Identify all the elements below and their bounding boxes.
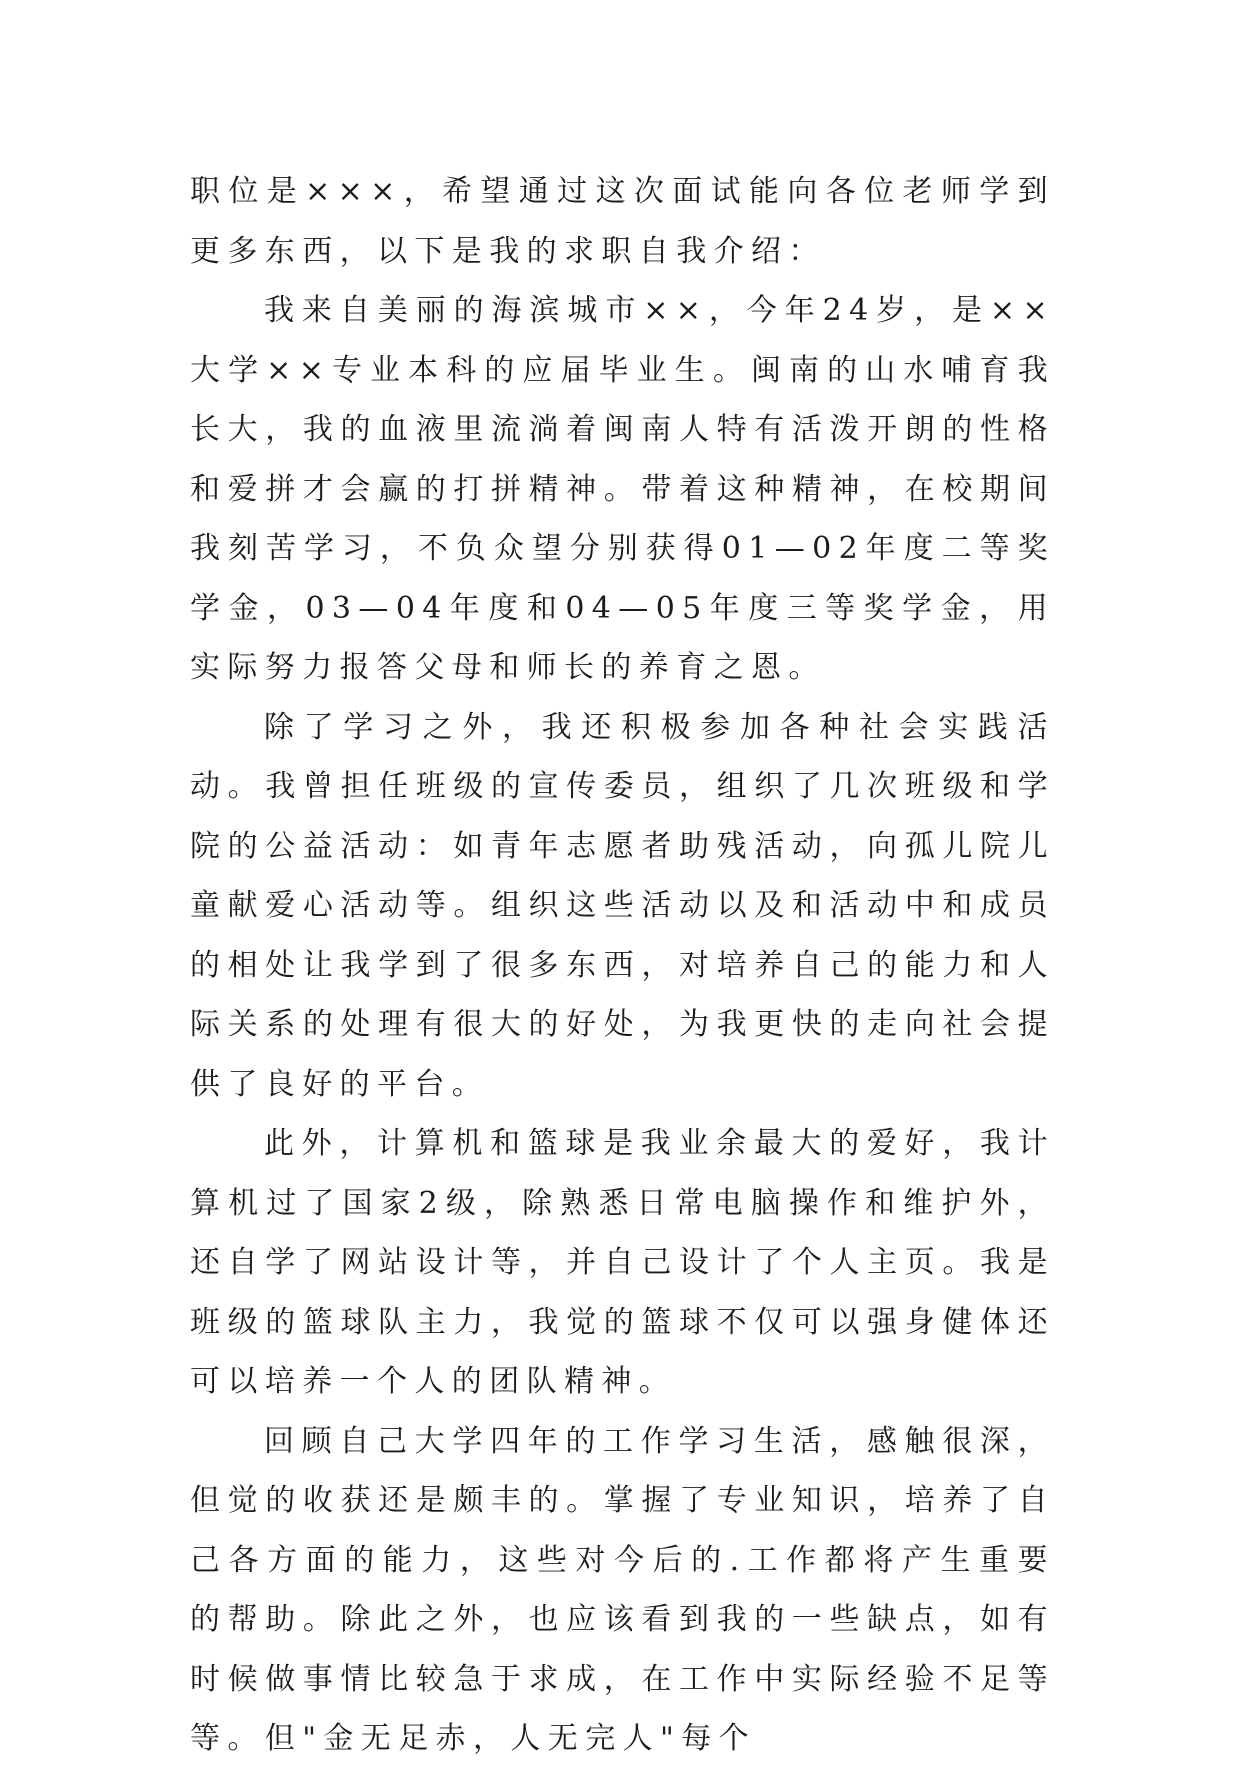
- paragraph-intro: 职位是×××，希望通过这次面试能向各位老师学到更多东西，以下是我的求职自我介绍：: [190, 174, 1056, 269]
- paragraph-reflection: 回顾自己大学四年的工作学习生活，感触很深，但觉的收获还是颇丰的。掌握了专业知识，培养了自己各方面的能力，这些对今后的.工作都将产生重要的帮助。除此之外，也应该看到我的一些缺点，如有时候做事情比较急于求成，在工作中实际经验不足等等。但"金无足赤，人无完人"每个: [190, 1423, 1055, 1756]
- paragraph-hobbies: 此外，计算机和篮球是我业余最大的爱好，我计算机过了国家2级，除熟悉日常电脑操作和维护外，还自学了网站设计等，并自己设计了个人主页。我是班级的篮球队主力，我觉的篮球不仅可以强身健体还可以培养一个人的团队精神。: [190, 1126, 1055, 1399]
- document-body: [190, 162, 1055, 1769]
- paragraph-activities: 除了学习之外，我还积极参加各种社会实践活动。我曾担任班级的宣传委员，组织了几次班级和学院的公益活动：如青年志愿者助残活动，向孤儿院儿童献爱心活动等。组织这些活动以及和活动中和成员的相处让我学到了很多东西，对培养自己的能力和人际关系的处理有很大的好处，为我更快的走向社会提供了良好的平台。: [190, 709, 1055, 1102]
- paragraph-background: 我来自美丽的海滨城市××，今年24岁，是××大学××专业本科的应届毕业生。闽南的山水哺育我长大，我的血液里流淌着闽南人特有活泼开朗的性格和爱拼才会赢的打拼精神。带着这种精神，在校期间我刻苦学习，不负众望分别获得01—02年度二等奖学金，03—04年度和04—05年度三等奖学金，用实际努力报答父母和师长的养育之恩。: [190, 293, 1055, 685]
